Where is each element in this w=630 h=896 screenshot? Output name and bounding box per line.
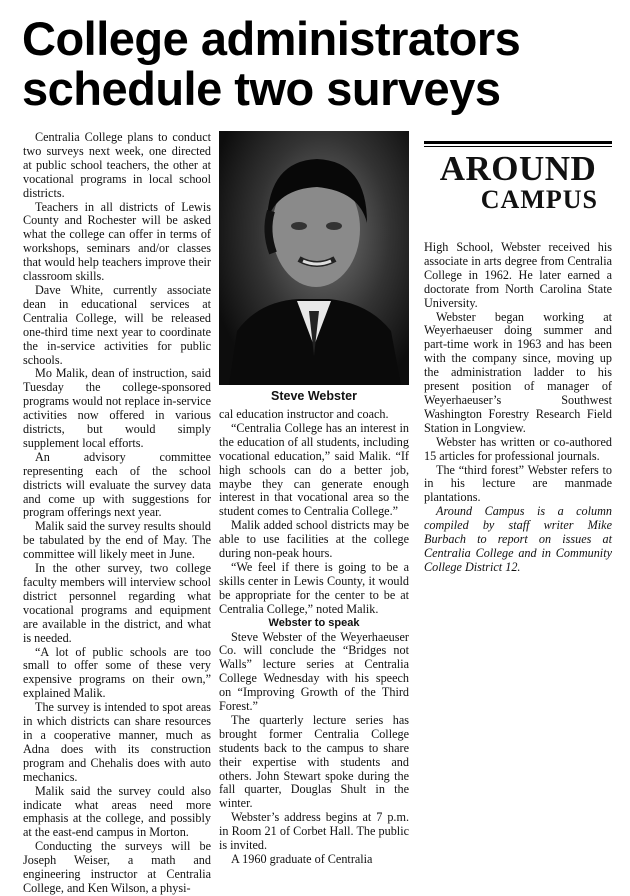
paragraph: The survey is intended to spot areas in which districts can share resources in a cooperative manner, much as Adna does with its construction program and Chehalis does with auto mechanics. (23, 700, 211, 784)
paragraph: Webster’s address begins at 7 p.m. in Room 21 of Corbet Hall. The public is invited. (219, 810, 409, 853)
around-campus-logo (424, 141, 612, 221)
subheading: Webster to speak (268, 616, 360, 629)
photo-caption: Steve Webster (271, 389, 357, 403)
article-column-3 (424, 241, 612, 575)
paragraph: An advisory committee representing each of the school districts will evaluate the survey data and come up with suggestions for program offerings next year. (23, 449, 211, 520)
article-column-1 (23, 131, 211, 896)
paragraph: “A lot of public schools are too small to offer some of these very expensive programs on their own,” explained Malik. (23, 644, 211, 701)
paragraph: A 1960 graduate of Centralia (231, 852, 373, 866)
logo-line-1: AROUND (439, 149, 597, 188)
paragraph: Conducting the surveys will be Joseph Weiser, a math and engineering instructor at Centralia College, and Ken Wilson, a physi- (23, 839, 211, 895)
paragraph: Teachers in all districts of Lewis County and Rochester will be asked what the college can offer in terms of workshops, seminars and/or classes that would help teachers improve their classroom skills. (23, 199, 211, 284)
paragraph: Webster has written or co-authored 15 articles for professional journals. (424, 434, 612, 463)
paragraph: Mo Malik, dean of instruction, said Tuesday the college-sponsored programs would not replace in-service activities now offered in various districts, but would simply supplement local efforts. (23, 366, 211, 450)
paragraph: “Centralia College has an interest in the education of all students, including vocational education,” said Malik. “If high schools can do a better job, maybe they can generate enough interest in that vocational area so the student comes to Centralia College.” (219, 420, 409, 519)
logo-line-2: CAMPUS (480, 185, 598, 214)
paragraph: cal education instructor and coach. (219, 407, 389, 421)
paragraph: Around Campus is a column compiled by staff writer Mike Burbach to report on issues at Centralia College and in Community College District 12. (424, 504, 612, 574)
headline: College administrators schedule two surveys (22, 12, 521, 115)
paragraph: The quarterly lecture series has brought former Centralia College students back to the campus to share their expertise with students and others. John Stewart spoke during the fall quarter, Douglas Shult in the winter. (219, 712, 409, 811)
paragraph: The “third forest” Webster refers to in his lecture are manmade plantations. (424, 462, 612, 505)
logo-rule (424, 146, 612, 147)
paragraph: Malik said the survey could also indicate what areas need more emphasis at the college, and possibly at the east-end campus in Morton. (23, 783, 211, 840)
paragraph: Centralia College plans to conduct two surveys next week, one directed at public school teachers, the other at vocational programs in local school districts. (23, 130, 211, 200)
paragraph: High School, Webster received his associate in arts degree from Centralia College in 1962. He later earned a doctorate from North Carolina State University. (424, 240, 612, 310)
portrait-photo (219, 131, 409, 385)
column-note (424, 505, 612, 575)
paragraph: Malik added school districts may be able to use facilities at the college during non-peak hours. (219, 518, 409, 561)
paragraph: In the other survey, two college faculty members will interview school district personnel regarding what vocational programs and equipment are available in the district, and what is needed. (23, 561, 211, 645)
article-column-2 (219, 408, 409, 867)
paragraph: Dave White, currently associate dean in educational services at Centralia College, will be released one-third time next year to coordinate the in-service activities for public schools. (23, 282, 211, 367)
portrait-illustration (219, 131, 409, 385)
logo-rule (424, 141, 612, 144)
paragraph: Malik said the survey results should be tabulated by the end of May. The committee will likely meet in June. (23, 519, 211, 562)
paragraph: “We feel if there is going to be a skills center in Lewis County, it would be appropriate for the center to be at Centralia College,” noted Malik. (219, 559, 409, 616)
paragraph: Webster began working at Weyerhaeuser doing summer and part-time work in 1963 and has been with the company since, moving up the administration ladder to his present position of manager of Weyerhaeuser’s Southwest Washington Forestry Research Field Station in Longview. (424, 309, 612, 435)
paragraph: Steve Webster of the Weyerhaeuser Co. will conclude the “Bridges not Walls” lecture series at Centralia College Wednesday with his speech on “Improving Growth of the Third Forest.” (219, 629, 409, 714)
